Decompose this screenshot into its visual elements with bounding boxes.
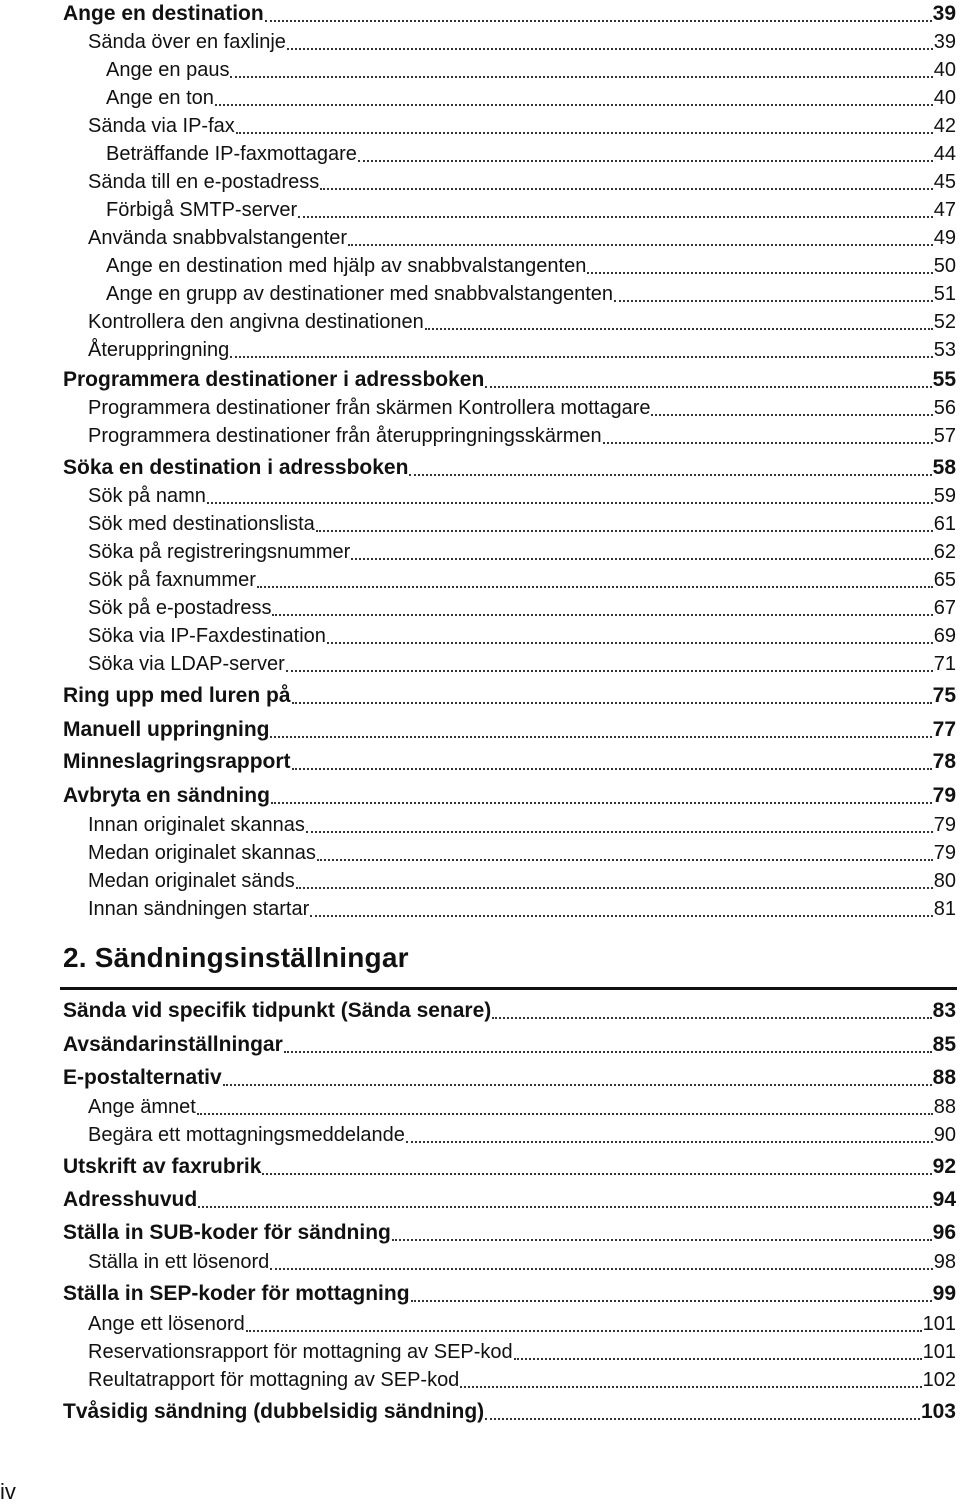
dot-leader <box>358 160 933 162</box>
toc-entry[interactable] <box>0 1219 960 1247</box>
toc-entry-page: 55 <box>932 368 956 391</box>
dot-leader <box>198 1206 931 1208</box>
toc-entry-page: 75 <box>932 684 956 707</box>
dot-leader <box>230 356 933 358</box>
dot-leader <box>587 272 932 274</box>
dot-leader <box>271 802 932 804</box>
dot-leader <box>236 132 933 134</box>
dot-leader <box>265 20 932 22</box>
dot-leader <box>460 1386 921 1388</box>
toc-entry[interactable] <box>0 650 960 678</box>
toc-entry[interactable] <box>0 454 960 482</box>
toc-entry-page: 69 <box>933 625 956 647</box>
dot-leader <box>651 414 932 416</box>
toc-entry[interactable] <box>0 867 960 895</box>
toc-entry-title: Söka via LDAP-server <box>88 653 285 675</box>
toc-entry-title: Sända vid specifik tidpunkt (Sända senare) <box>63 999 492 1022</box>
toc-entry-title: Återuppringning <box>88 339 230 361</box>
dot-leader <box>316 530 933 532</box>
dot-leader <box>292 768 932 770</box>
toc-entry-page: 94 <box>932 1188 956 1211</box>
toc-entry-title: Förbigå SMTP-server <box>106 199 298 221</box>
toc-entry[interactable] <box>0 748 960 776</box>
toc-entry-title: Reservationsrapport för mottagning av SEP-kod <box>88 1341 513 1363</box>
dot-leader <box>296 887 933 889</box>
toc-entry-page: 101 <box>922 1341 956 1363</box>
toc-entry-title: Söka via IP-Faxdestination <box>88 625 326 647</box>
toc-entry-title: Programmera destinationer från skärmen Kontrollera mottagare <box>88 397 651 419</box>
dot-leader <box>310 915 932 917</box>
toc-entry-page: 71 <box>933 653 956 675</box>
toc-entry-page: 50 <box>933 255 956 277</box>
dot-leader <box>425 328 933 330</box>
toc-entry-page: 58 <box>932 456 956 479</box>
dot-leader <box>262 1173 931 1175</box>
toc-entry[interactable] <box>0 140 960 168</box>
toc-entry-page: 79 <box>933 842 956 864</box>
dot-leader <box>197 1113 933 1115</box>
toc-entry-page: 57 <box>933 425 956 447</box>
toc-entry-title: Avbryta en sändning <box>63 784 270 807</box>
dot-leader <box>485 1418 920 1420</box>
toc-entry-title: Programmera destinationer i adressboken <box>63 368 485 391</box>
toc-entry-page: 79 <box>933 814 956 836</box>
toc-entry-page: 79 <box>932 784 956 807</box>
toc-entry-title: E-postalternativ <box>63 1066 222 1089</box>
dot-leader <box>246 1330 922 1332</box>
toc-entry[interactable] <box>0 510 960 538</box>
toc-entry[interactable] <box>0 28 960 56</box>
toc-entry-title: Kontrollera den angivna destinationen <box>88 311 424 333</box>
toc-entry-title: Använda snabbvalstangenter <box>88 227 348 249</box>
dot-leader <box>270 1268 933 1270</box>
toc-entry[interactable] <box>0 1310 960 1338</box>
dot-leader <box>207 502 933 504</box>
toc-entry[interactable] <box>0 280 960 308</box>
chapter-rule <box>60 987 957 990</box>
toc-entry-page: 88 <box>933 1096 956 1118</box>
toc-entry-page: 39 <box>933 31 956 53</box>
toc-entry-page: 40 <box>933 59 956 81</box>
toc-entry-page: 67 <box>933 597 956 619</box>
toc-entry[interactable] <box>0 839 960 867</box>
page-number: iv <box>0 1479 16 1504</box>
dot-leader <box>492 1017 931 1019</box>
toc-entry[interactable] <box>0 1064 960 1092</box>
toc-entry[interactable] <box>0 84 960 112</box>
dot-leader <box>351 558 932 560</box>
toc-entry[interactable] <box>0 252 960 280</box>
toc-entry-page: 83 <box>932 999 956 1022</box>
toc-entry[interactable] <box>0 224 960 252</box>
toc-entry-page: 90 <box>933 1124 956 1146</box>
dot-leader <box>514 1358 922 1360</box>
toc-entry[interactable] <box>0 1031 960 1059</box>
dot-leader <box>292 702 932 704</box>
dot-leader <box>298 216 933 218</box>
toc-entry-title: Sök på namn <box>88 485 206 507</box>
dot-leader <box>392 1239 932 1241</box>
toc-entry-title: Ange en destination <box>63 2 264 25</box>
toc-entry-title: Ställa in SEP-koder för mottagning <box>63 1282 410 1305</box>
dot-leader <box>230 76 932 78</box>
toc-entry-page: 88 <box>932 1066 956 1089</box>
toc-entry[interactable] <box>0 782 960 810</box>
toc-entry[interactable] <box>0 366 960 394</box>
toc-entry-title: Tvåsidig sändning (dubbelsidig sändning) <box>63 1400 485 1423</box>
toc-entry-title: Begära ett mottagningsmeddelande <box>88 1124 405 1146</box>
dot-leader <box>614 300 933 302</box>
toc-entry-page: 47 <box>933 199 956 221</box>
toc-entry-title: Ange en grupp av destinationer med snabbvalstangenten <box>106 283 614 305</box>
toc-entry-title: Sök med destinationslista <box>88 513 315 535</box>
toc-entry-page: 61 <box>933 513 956 535</box>
toc-entry-title: Medan originalet skannas <box>88 842 316 864</box>
toc-entry[interactable] <box>0 336 960 364</box>
dot-leader <box>409 474 931 476</box>
toc-entry-page: 52 <box>933 311 956 333</box>
toc-entry-page: 98 <box>933 1251 956 1273</box>
toc-entry-page: 53 <box>933 339 956 361</box>
toc-entry-title: Sök på faxnummer <box>88 569 256 591</box>
toc-entry-title: Avsändarinställningar <box>63 1033 283 1056</box>
toc-entry[interactable] <box>0 1280 960 1308</box>
dot-leader <box>406 1141 933 1143</box>
dot-leader <box>320 188 933 190</box>
dot-leader <box>348 244 933 246</box>
dot-leader <box>272 614 932 616</box>
toc-entry-title: Ange en destination med hjälp av snabbvalstangenten <box>106 255 587 277</box>
dot-leader <box>306 831 933 833</box>
toc-entry[interactable] <box>0 168 960 196</box>
toc-entry-title: Sända över en faxlinje <box>88 31 286 53</box>
toc-entry-title: Söka en destination i adressboken <box>63 456 409 479</box>
toc-entry[interactable] <box>0 895 960 923</box>
toc-entry-title: Programmera destinationer från återuppringningsskärmen <box>88 425 602 447</box>
dot-leader <box>603 442 933 444</box>
toc-entry-title: Minneslagringsrapport <box>63 750 291 773</box>
toc-entry-page: 101 <box>922 1313 956 1335</box>
toc-entry-page: 85 <box>932 1033 956 1056</box>
toc-entry-title: Ange ämnet <box>88 1096 196 1118</box>
dot-leader <box>270 736 931 738</box>
toc-entry-title: Manuell uppringning <box>63 718 270 741</box>
chapter-heading: 2. Sändningsinställningar <box>63 942 409 973</box>
toc-entry-page: 65 <box>933 569 956 591</box>
toc-entry[interactable] <box>0 1366 960 1394</box>
toc-entry-page: 102 <box>922 1369 956 1391</box>
toc-entry-page: 81 <box>933 898 956 920</box>
dot-leader <box>284 1051 932 1053</box>
toc-entry-page: 49 <box>933 227 956 249</box>
toc-entry-page: 56 <box>933 397 956 419</box>
dot-leader <box>215 104 933 106</box>
toc-entry-title: Beträffande IP-faxmottagare <box>106 143 357 165</box>
toc-entry-title: Ange ett lösenord <box>88 1313 245 1335</box>
dot-leader <box>257 586 933 588</box>
toc-entry-page: 92 <box>932 1155 956 1178</box>
dot-leader <box>327 642 933 644</box>
toc-entry[interactable] <box>0 1338 960 1366</box>
toc-entry[interactable] <box>0 482 960 510</box>
dot-leader <box>411 1300 932 1302</box>
toc-entry-title: Medan originalet sänds <box>88 870 295 892</box>
toc-entry[interactable] <box>0 566 960 594</box>
toc-entry[interactable] <box>0 716 960 744</box>
toc-entry-page: 45 <box>933 171 956 193</box>
toc-entry-title: Sända via IP-fax <box>88 115 235 137</box>
toc-entry-page: 44 <box>933 143 956 165</box>
toc-entry[interactable] <box>0 394 960 422</box>
toc-entry-page: 39 <box>932 2 956 25</box>
toc-entry-title: Reultatrapport för mottagning av SEP-kod <box>88 1369 460 1391</box>
dot-leader <box>287 48 933 50</box>
toc-entry[interactable] <box>0 308 960 336</box>
toc-entry[interactable] <box>0 112 960 140</box>
toc-entry-title: Ställa in ett lösenord <box>88 1251 270 1273</box>
toc-entry-title: Sända till en e-postadress <box>88 171 320 193</box>
toc-entry[interactable] <box>0 538 960 566</box>
toc-entry-title: Utskrift av faxrubrik <box>63 1155 262 1178</box>
toc-entry-title: Adresshuvud <box>63 1188 198 1211</box>
toc-entry-page: 40 <box>933 87 956 109</box>
toc-entry-page: 42 <box>933 115 956 137</box>
toc-entry-page: 51 <box>933 283 956 305</box>
toc-entry-title: Innan originalet skannas <box>88 814 305 836</box>
toc-entry-page: 80 <box>933 870 956 892</box>
dot-leader <box>286 670 933 672</box>
dot-leader <box>485 386 931 388</box>
toc-entry[interactable] <box>0 811 960 839</box>
toc-entry[interactable] <box>0 1398 960 1426</box>
toc-entry-page: 99 <box>932 1282 956 1305</box>
toc-entry[interactable] <box>0 622 960 650</box>
toc-entry-title: Ställa in SUB-koder för sändning <box>63 1221 391 1244</box>
dot-leader <box>223 1084 932 1086</box>
toc-entry[interactable] <box>0 56 960 84</box>
toc-entry-title: Ring upp med luren på <box>63 684 291 707</box>
toc-entry[interactable] <box>0 1121 960 1149</box>
toc-entry-page: 59 <box>933 485 956 507</box>
dot-leader <box>317 859 933 861</box>
toc-entry[interactable] <box>0 422 960 450</box>
toc-entry[interactable] <box>0 196 960 224</box>
toc-entry-title: Ange en paus <box>106 59 230 81</box>
toc-entry-page: 77 <box>932 718 956 741</box>
toc-entry[interactable] <box>0 682 960 710</box>
toc-entry[interactable] <box>0 1093 960 1121</box>
toc-entry-page: 62 <box>933 541 956 563</box>
toc-entry-title: Ange en ton <box>106 87 214 109</box>
toc-entry[interactable] <box>0 997 960 1025</box>
toc-entry-page: 78 <box>932 750 956 773</box>
toc-entry[interactable] <box>0 594 960 622</box>
toc-entry-title: Söka på registreringsnummer <box>88 541 351 563</box>
toc-entry[interactable] <box>0 1153 960 1181</box>
toc-entry-page: 103 <box>920 1400 956 1423</box>
toc-entry[interactable] <box>0 1186 960 1214</box>
toc-entry[interactable] <box>0 1248 960 1276</box>
toc-entry-title: Sök på e-postadress <box>88 597 272 619</box>
toc-entry-page: 96 <box>932 1221 956 1244</box>
toc-entry-title: Innan sändningen startar <box>88 898 310 920</box>
toc-entry[interactable] <box>0 0 960 28</box>
